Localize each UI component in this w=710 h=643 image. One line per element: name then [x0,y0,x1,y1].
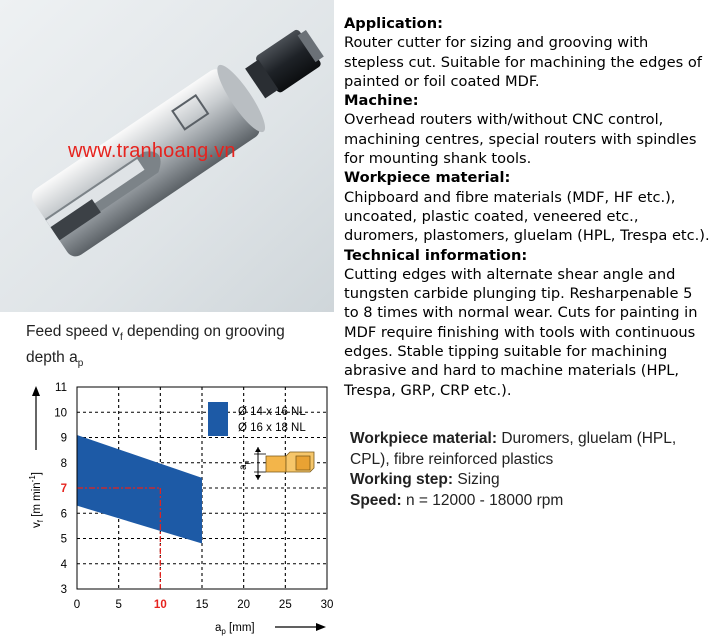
y-tick-label: 6 [60,508,67,521]
series-area-1 [77,435,202,544]
x-tick-label: 25 [278,599,292,611]
groove-profile-inset [238,447,314,480]
legend-label-2: Ø 16 x 18 NL [238,422,306,434]
technical-text: Cutting edges with alternate shear angle and tungsten carbide plunging tip. Resharpenable 5 to 8 times with normal wear. Cuts for painting in MDF require finishing with tools with continuous edges. Stable tipping suitable for machining abrasive and hard to machine materials (HPL, Trespa, GRP, CRP etc.). [344,265,698,399]
x-axis-title [215,622,255,636]
y-axis-title [28,472,45,528]
workpiece-material-label: Workpiece material: [350,430,498,447]
svg-text:vf [m min-1]: $v_f$ [m $\min^{-1}$] [28,471,45,529]
legend-swatch [208,402,228,436]
speed-label: Speed: [350,491,402,509]
speed-value: n = 12000 - 18000 rpm [401,491,564,509]
machine-heading: Machine: [344,92,419,110]
chart-area-layer [77,435,202,544]
y-tick-label: 9 [60,432,67,445]
y-tick-label: 4 [60,558,67,571]
chart-title-line1-prefix: Feed speed v [26,323,120,340]
application-heading: Application: [344,15,443,32]
machine-text: Overhead routers with/without CNC control, machining centres, special routers with spindles for mounting shank tools. [344,111,697,168]
chart-title-line1-suffix: depending on grooving [122,323,285,340]
y-tick-label: 8 [60,457,67,470]
y-tick-label: 3 [60,584,67,596]
chart-title-line2-sub: p [77,358,84,370]
y-tick-label: 11 [55,382,67,394]
technical-heading: Technical information: [344,246,528,264]
working-step-label: Working step: [350,471,454,488]
x-tick-label: 15 [195,599,209,611]
y-tick-label: 10 [54,407,67,420]
description [344,14,710,400]
chart-title-line2-prefix: depth a [26,349,78,367]
chart-legend [208,402,306,436]
chart-title [26,322,326,374]
svg-text:ap [mm]: $a_p$ [mm] [215,622,255,636]
x-tick-label: 10 [153,599,167,611]
workpiece-material-value: Duromers, gluelam (HPL, CPL), fibre reinforced plastics [350,430,677,468]
inset-label: $a_p$ [238,460,251,470]
application-text: Router cutter for sizing and grooving with stepless cut. Suitable for machining the edges of painted or foil coated MDF. [344,34,702,90]
y-axis-arrowhead [32,386,40,396]
workpiece-heading: Workpiece material: [344,169,511,187]
chart-title-line1-sub: f [119,332,123,344]
x-tick-label: 30 [320,599,334,611]
specs [350,429,700,511]
x-tick-label: 0 [73,599,81,611]
x-tick-label: 5 [115,599,122,611]
y-tick-label: 5 [60,533,67,546]
legend-label-1: Ø 14 x 16 NL [238,406,306,418]
x-axis-arrowhead [316,623,326,631]
x-tick-label: 20 [237,599,251,611]
feed-speed-chart [0,370,345,643]
workpiece-text: Chipboard and fibre materials (MDF, HF etc.), uncoated, plastic coated, veneered etc., duromers, plastomers, gluelam (HPL, Trespa etc.). [344,188,710,245]
y-tick-label: 7 [60,483,67,495]
working-step-value: Sizing [453,471,500,488]
watermark-text: www.tranhoang.vn [68,140,236,162]
